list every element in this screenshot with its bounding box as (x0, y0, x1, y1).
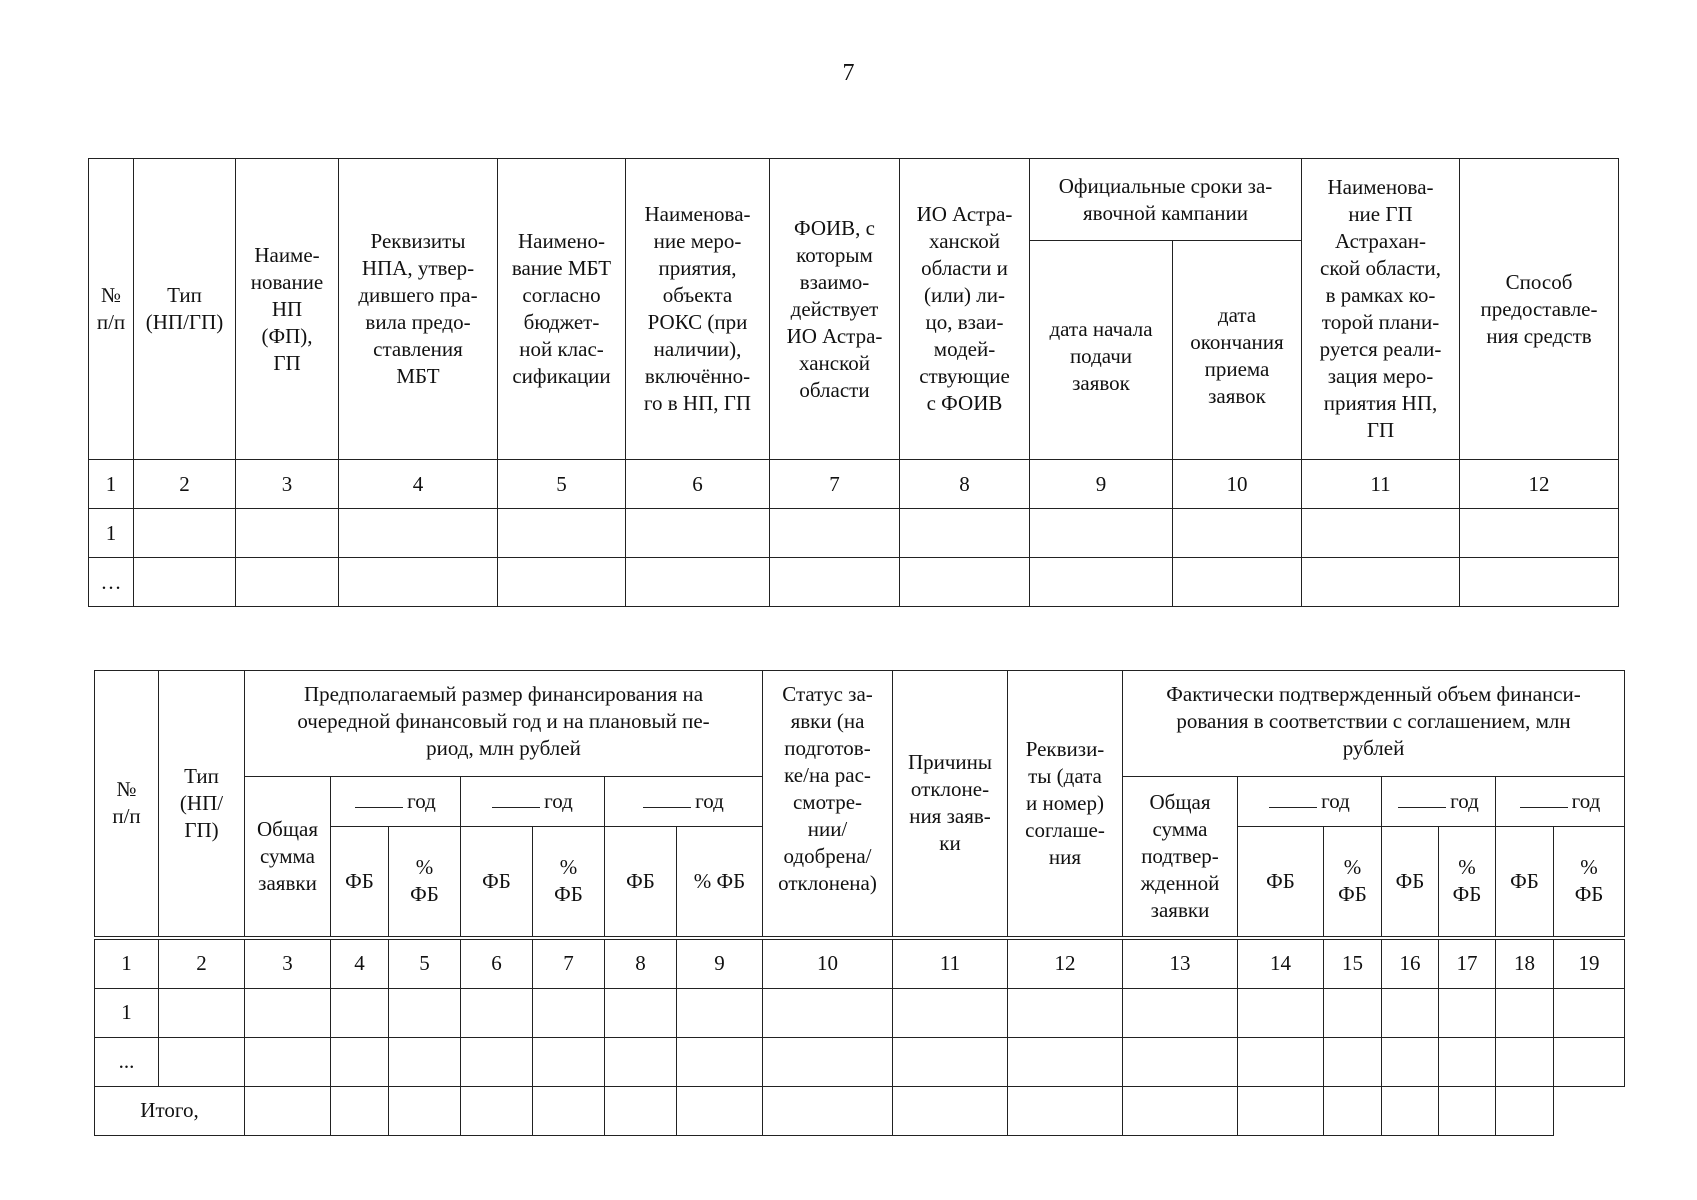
header-fb: ФБ (461, 827, 533, 938)
row-number: 1 (89, 509, 134, 558)
column-number-row (95, 938, 1625, 989)
column-number: 8 (605, 938, 677, 989)
table-cell (461, 1037, 533, 1086)
header-rejection-reasons: Причины отклоне- ния заяв- ки (893, 671, 1008, 938)
table-cell (533, 1037, 605, 1086)
table-cell (1302, 558, 1460, 607)
total-label: Итого, (95, 1086, 245, 1135)
table-cell (1030, 509, 1173, 558)
table-cell (245, 1086, 331, 1135)
header-fb: ФБ (1496, 827, 1554, 938)
column-number: 1 (89, 460, 134, 509)
header-end-date: дата окончания приема заявок (1173, 241, 1302, 460)
table-cell (389, 1037, 461, 1086)
applications-table (88, 158, 1619, 607)
table-cell (389, 1086, 461, 1135)
table-cell (770, 558, 900, 607)
table-cell (1496, 1086, 1554, 1135)
table-cell (533, 1086, 605, 1135)
column-number: 13 (1123, 938, 1238, 989)
table-cell (134, 509, 236, 558)
table-cell (1324, 1086, 1382, 1135)
year-blank (355, 793, 403, 808)
row-number: ... (95, 1037, 159, 1086)
year-blank (1398, 793, 1446, 808)
table-cell (1382, 988, 1439, 1037)
table-cell (677, 1037, 763, 1086)
row-number: 1 (95, 988, 159, 1037)
table-cell (763, 1037, 893, 1086)
column-number: 3 (245, 938, 331, 989)
header-pct-fb: % ФБ (533, 827, 605, 938)
table-cell (331, 1086, 389, 1135)
header-actual-financing: Фактически подтвержденный объем финанси- рования в соответствии с соглашением, млн рублей (1123, 671, 1625, 777)
table-cell (389, 988, 461, 1037)
column-number: 9 (1030, 460, 1173, 509)
column-number: 11 (1302, 460, 1460, 509)
table-cell (893, 1086, 1008, 1135)
year-label: год (1571, 789, 1601, 813)
header-program-name: Наиме- нование НП (ФП), ГП (236, 159, 339, 460)
table-cell (677, 1086, 763, 1135)
table-cell (1008, 1037, 1123, 1086)
table-cell (1238, 1037, 1324, 1086)
table-cell (236, 509, 339, 558)
column-number: 15 (1324, 938, 1382, 989)
header-number: № п/п (89, 159, 134, 460)
table-cell (1173, 509, 1302, 558)
header-fb: ФБ (605, 827, 677, 938)
header-pct-fb: % ФБ (1554, 827, 1625, 938)
table-cell (1439, 1037, 1496, 1086)
table-cell (763, 988, 893, 1037)
header-fact-year-1 (1238, 777, 1382, 827)
column-number: 1 (95, 938, 159, 989)
column-number: 2 (134, 460, 236, 509)
table-row (95, 988, 1625, 1037)
header-gp-name: Наименова- ние ГП Астрахан- ской области, в рамках ко- торой плани- руется реали- зация меро- приятия НП, ГП (1302, 159, 1460, 460)
header-fb: ФБ (331, 827, 389, 938)
table-cell (1554, 1037, 1625, 1086)
header-foiv: ФОИВ, с которым взаимо- действует ИО Астра- ханской области (770, 159, 900, 460)
header-start-date: дата начала подачи заявок (1030, 241, 1173, 460)
table-cell (1302, 509, 1460, 558)
page-number: 7 (842, 60, 855, 86)
header-io-astrakhan: ИО Астра- ханской области и (или) ли- цо, взаи- модей- ствующие с ФОИВ (900, 159, 1030, 460)
table-cell (605, 988, 677, 1037)
table-cell (763, 1086, 893, 1135)
table-cell (900, 509, 1030, 558)
column-number: 19 (1554, 938, 1625, 989)
table-cell (1324, 988, 1382, 1037)
header-event-name: Наименова- ние меро- приятия, объекта РОКС (при наличии), включённо- го в НП, ГП (626, 159, 770, 460)
header-fact-year-2 (1382, 777, 1496, 827)
table-cell (498, 558, 626, 607)
table-cell (1439, 988, 1496, 1037)
column-number: 12 (1460, 460, 1619, 509)
table-row (95, 1037, 1625, 1086)
header-official-deadlines: Официальные сроки за- явочной кампании (1030, 159, 1302, 241)
column-number: 17 (1439, 938, 1496, 989)
table-cell (159, 1037, 245, 1086)
table-cell (1460, 558, 1619, 607)
table-cell (245, 1037, 331, 1086)
column-number: 3 (236, 460, 339, 509)
table-cell (1460, 509, 1619, 558)
column-number: 4 (331, 938, 389, 989)
header-year-1 (331, 777, 461, 827)
column-number: 12 (1008, 938, 1123, 989)
table-cell (533, 988, 605, 1037)
header-npa-requisites: Реквизиты НПА, утвер- дившего пра- вила предо- ставления МБТ (339, 159, 498, 460)
total-row (95, 1086, 1625, 1135)
column-number: 5 (498, 460, 626, 509)
year-label: год (544, 789, 573, 813)
table-cell (1123, 1086, 1238, 1135)
header-number: № п/п (95, 671, 159, 938)
year-blank (1520, 793, 1568, 808)
year-blank (492, 793, 540, 808)
header-pct-fb: % ФБ (1324, 827, 1382, 938)
column-number: 8 (900, 460, 1030, 509)
column-number: 6 (461, 938, 533, 989)
table-cell (1123, 988, 1238, 1037)
table-cell (339, 558, 498, 607)
table-cell (1008, 1086, 1123, 1135)
year-label: год (695, 789, 724, 813)
table-cell (461, 1086, 533, 1135)
column-number: 18 (1496, 938, 1554, 989)
header-type: Тип (НП/ГП) (134, 159, 236, 460)
column-number: 11 (893, 938, 1008, 989)
column-number: 9 (677, 938, 763, 989)
table-row (89, 558, 1619, 607)
header-year-3 (605, 777, 763, 827)
table-cell (331, 988, 389, 1037)
column-number: 10 (763, 938, 893, 989)
table-cell (159, 988, 245, 1037)
header-provision-method: Способ предоставле- ния средств (1460, 159, 1619, 460)
header-agreement-requisites: Реквизи- ты (дата и номер) соглаше- ния (1008, 671, 1123, 938)
table-cell (245, 988, 331, 1037)
table-cell (626, 509, 770, 558)
column-number: 4 (339, 460, 498, 509)
column-number: 7 (533, 938, 605, 989)
header-total-amount: Общая сумма заявки (245, 777, 331, 938)
table-cell (605, 1086, 677, 1135)
table-cell (893, 988, 1008, 1037)
header-mbt-name: Наимено- вание МБТ согласно бюджет- ной клас- сификации (498, 159, 626, 460)
column-number: 2 (159, 938, 245, 989)
column-number-row (89, 460, 1619, 509)
row-number: … (89, 558, 134, 607)
table-cell (331, 1037, 389, 1086)
table-cell (1008, 988, 1123, 1037)
table-cell (236, 558, 339, 607)
table-cell (498, 509, 626, 558)
table-cell (134, 558, 236, 607)
table-row (89, 509, 1619, 558)
year-blank (1269, 793, 1317, 808)
year-label: год (1450, 789, 1479, 813)
table-cell (1382, 1086, 1439, 1135)
column-number: 7 (770, 460, 900, 509)
column-number: 10 (1173, 460, 1302, 509)
header-fb: ФБ (1382, 827, 1439, 938)
header-pct-fb: % ФБ (1439, 827, 1496, 938)
header-year-2 (461, 777, 605, 827)
table-cell (900, 558, 1030, 607)
table-cell (770, 509, 900, 558)
table-cell (1496, 988, 1554, 1037)
header-application-status: Статус за- явки (на подготов- ке/на рас- смотре- нии/ одобрена/ отклонена) (763, 671, 893, 938)
column-number: 14 (1238, 938, 1324, 989)
table-cell (1123, 1037, 1238, 1086)
table-cell (605, 1037, 677, 1086)
table-cell (1554, 988, 1625, 1037)
table-cell (626, 558, 770, 607)
year-label: год (1321, 789, 1350, 813)
table-cell (1382, 1037, 1439, 1086)
table-cell (1439, 1086, 1496, 1135)
table-cell (677, 988, 763, 1037)
table-cell (1324, 1037, 1382, 1086)
header-type: Тип (НП/ ГП) (159, 671, 245, 938)
table-cell (461, 988, 533, 1037)
table-cell (1030, 558, 1173, 607)
table-cell (1238, 988, 1324, 1037)
table-cell (1238, 1086, 1324, 1135)
financing-table (94, 670, 1625, 1136)
header-pct-fb: % ФБ (389, 827, 461, 938)
table-cell (893, 1037, 1008, 1086)
table-cell (1496, 1037, 1554, 1086)
header-fact-year-3 (1496, 777, 1625, 827)
year-blank (643, 793, 691, 808)
table-cell (339, 509, 498, 558)
header-pct-fb: % ФБ (677, 827, 763, 938)
column-number: 16 (1382, 938, 1439, 989)
header-planned-financing: Предполагаемый размер финансирования на очередной финансовый год и на плановый пе- риод, млн рублей (245, 671, 763, 777)
column-number: 6 (626, 460, 770, 509)
column-number: 5 (389, 938, 461, 989)
table-cell (1173, 558, 1302, 607)
year-label: год (407, 789, 436, 813)
header-confirmed-total: Общая сумма подтвер- жденной заявки (1123, 777, 1238, 938)
header-fb: ФБ (1238, 827, 1324, 938)
